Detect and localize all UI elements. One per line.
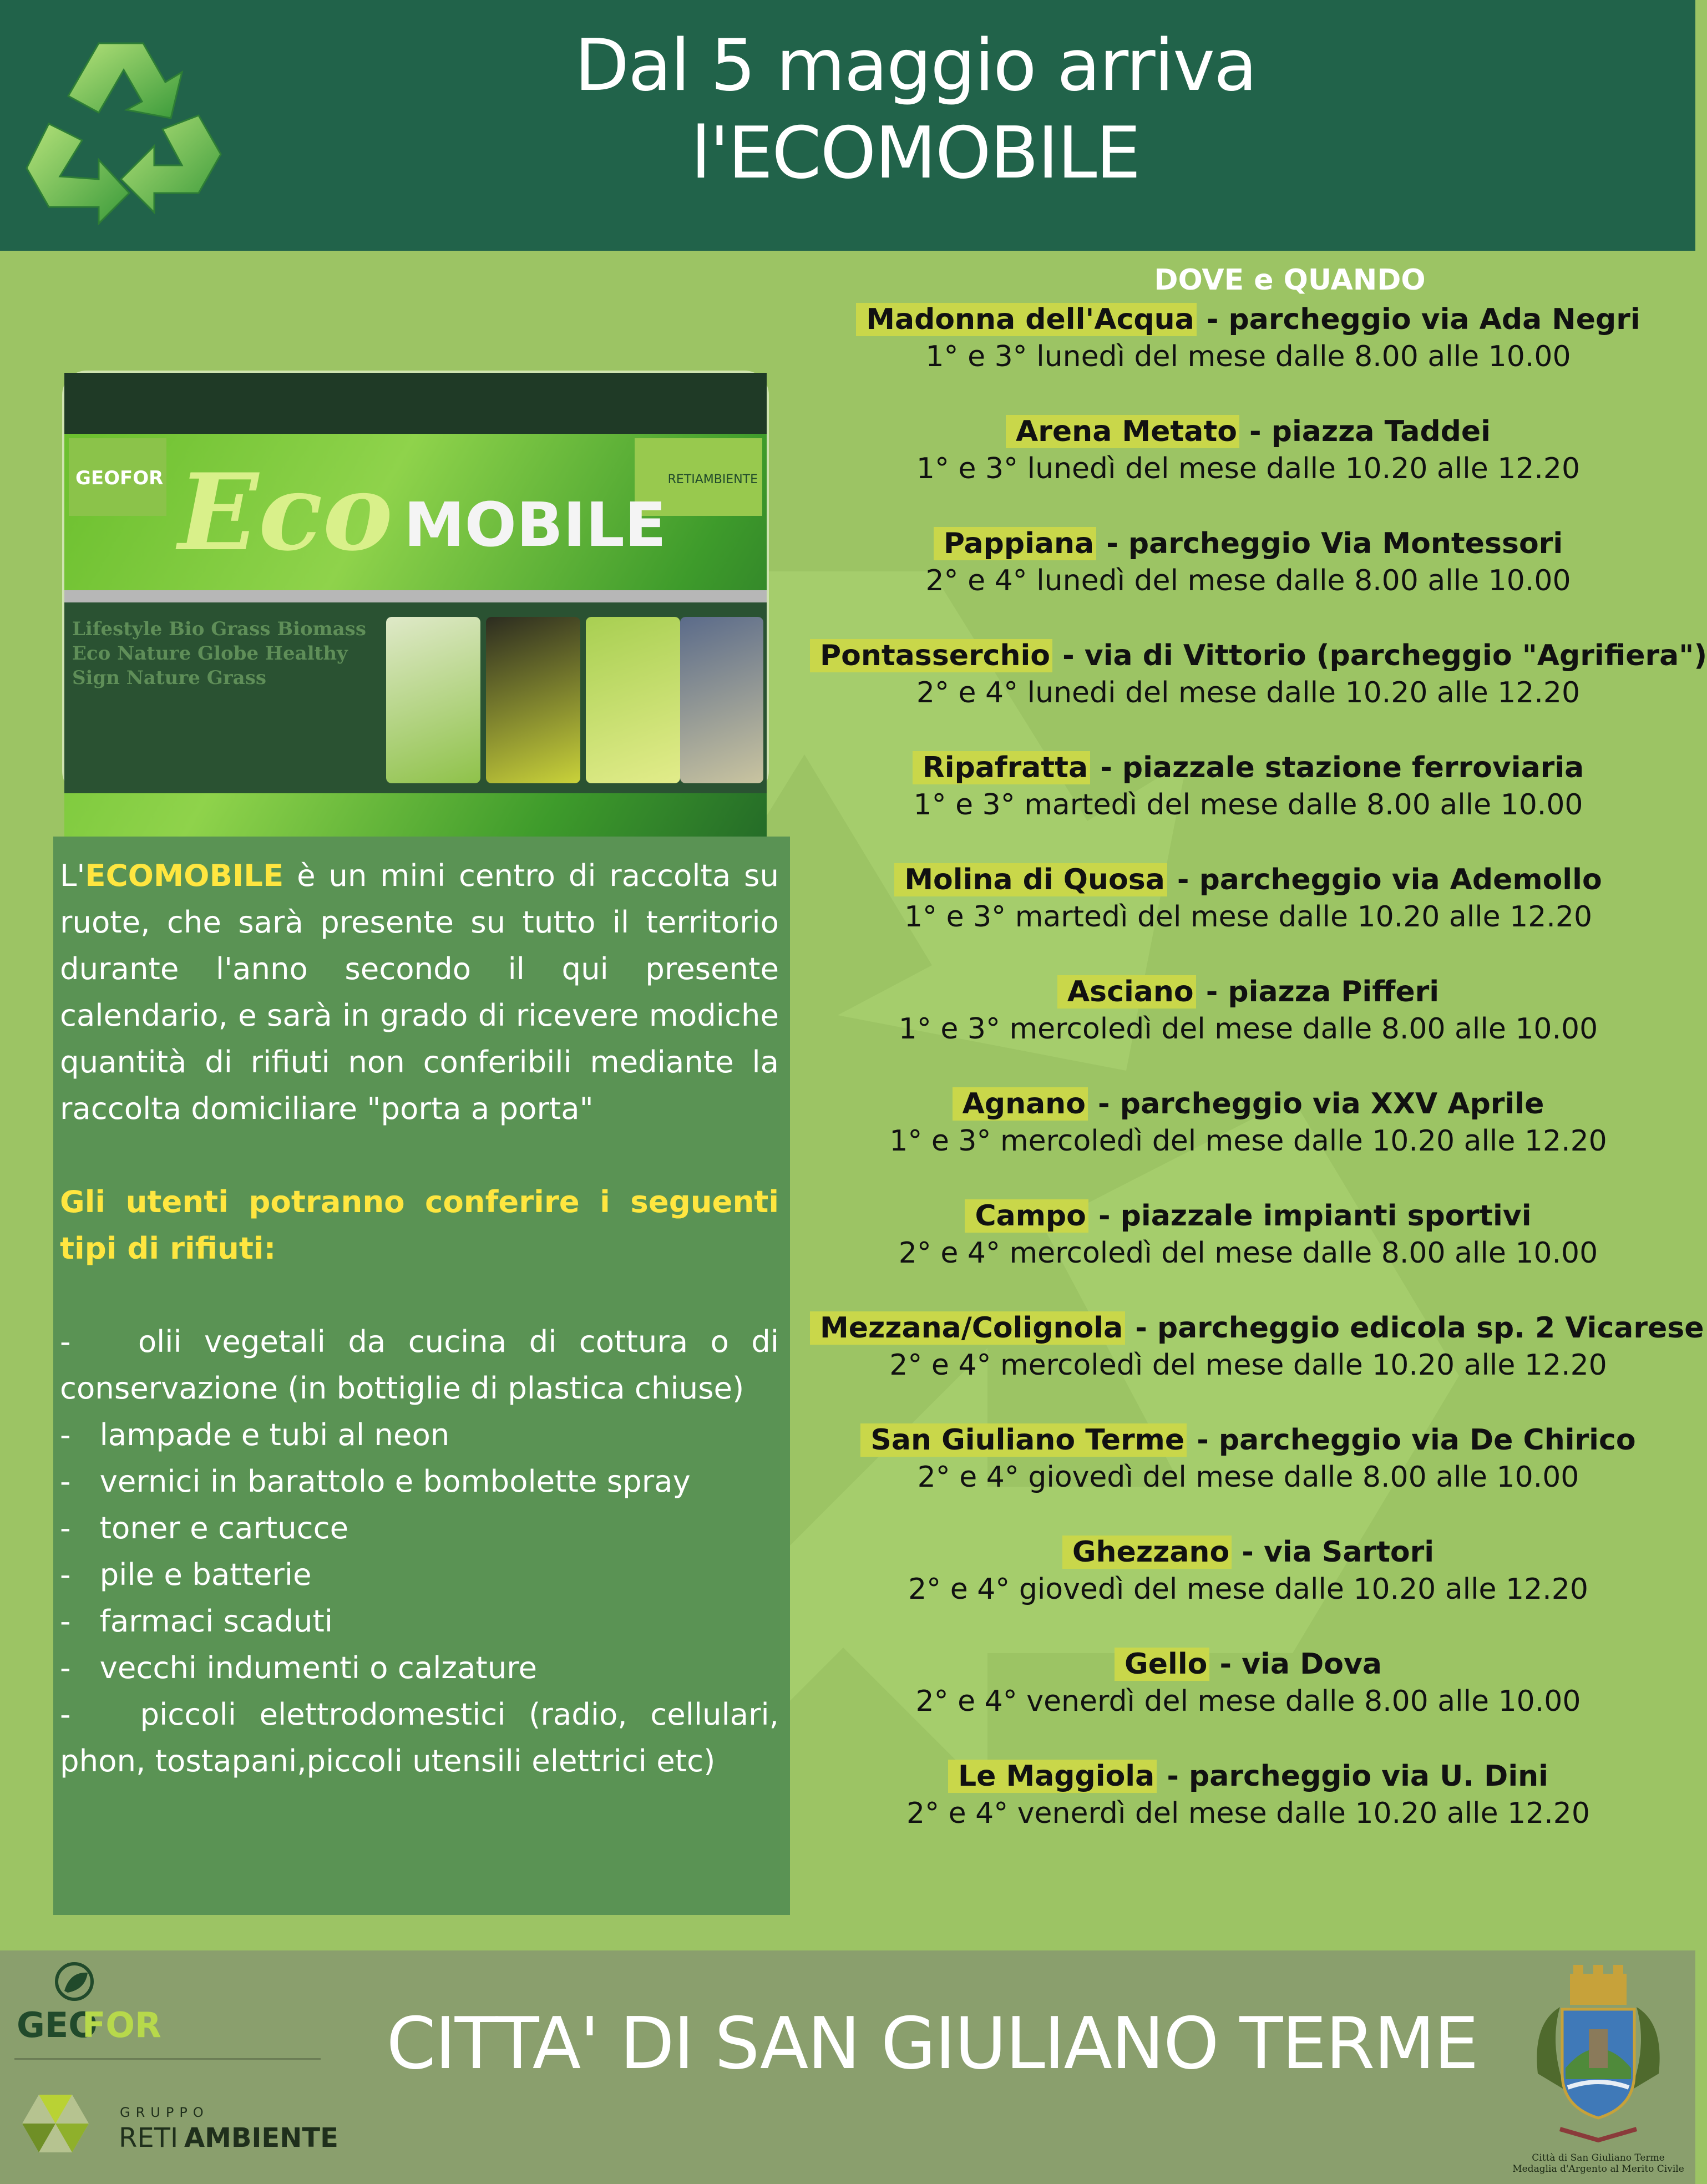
schedule-time: 2° e 4° mercoledì del mese dalle 8.00 alle 10.00 [898,1237,1598,1270]
schedule-location: - via Dova [1209,1648,1382,1681]
schedule-location: - piazzale stazione ferroviaria [1090,751,1584,784]
schedule-time: 2° e 4° giovedì del mese dalle 10.20 alle 12.20 [908,1573,1588,1606]
schedule-place: Asciano [1057,975,1196,1009]
schedule-entry [810,1309,1704,1384]
schedule-place-line [810,973,1686,1011]
leaf-icon [64,1973,88,1993]
schedule-entry [810,413,1686,487]
schedule [810,260,1707,1869]
city-title: CITTA' DI SAN GIULIANO TERME [386,2003,1478,2085]
schedule-entry [810,301,1686,375]
schedule-heading: DOVE e QUANDO [1154,264,1426,297]
schedule-location: - piazzale impianti sportivi [1088,1199,1532,1233]
schedule-place-line [810,1309,1704,1347]
waste-item: - pile e batterie [60,1557,312,1592]
schedule-place: Pontasserchio [810,639,1052,672]
schedule-entry [810,861,1686,935]
schedule-entry [810,525,1686,599]
waste-item: - vernici in barattolo e bombolette spray [60,1463,691,1499]
schedule-place: Ripafratta [913,751,1090,784]
schedule-time: 1° e 3° mercoledì del mese dalle 10.20 alle 12.20 [889,1124,1607,1158]
page-title [388,22,1442,197]
schedule-time: 2° e 4° lunedi del mese dalle 10.20 alle 12.20 [916,676,1581,710]
waste-item: - lampade e tubi al neon [60,1417,450,1452]
crest-caption [1498,2152,1699,2175]
schedule-location: - parcheggio Via Montessori [1096,527,1563,560]
schedule-place-line [810,749,1686,787]
photo-geofor-label: GEOFOR [75,467,164,489]
waste-item: - olii vegetali da cucina di cottura o di conservazione (in bottiglie di plastica chiuse) [60,1324,789,1406]
schedule-location: - parcheggio via Ademollo [1167,863,1602,896]
geofor-logo [14,1960,161,2045]
schedule-location: - parcheggio edicola sp. 2 Vicarese [1125,1311,1704,1345]
schedule-place: Gello [1115,1648,1209,1681]
geofor-geo-text: GEO [17,2005,98,2045]
schedule-place: Arena Metato [1006,415,1239,448]
schedule-location: - parcheggio via De Chirico [1187,1423,1636,1457]
schedule-time: 1° e 3° martedì del mese dalle 10.20 alle 12.20 [904,900,1593,934]
title-line-1: Dal 5 maggio arriva [574,24,1257,107]
schedule-time: 2° e 4° venerdì del mese dalle 10.20 alle 12.20 [906,1797,1590,1830]
title-line-2: l'ECOMOBILE [691,112,1140,195]
footer-divider [14,2058,321,2060]
photo-retiambiente-label: RETIAMBIENTE [667,473,758,487]
schedule-time: 1° e 3° lunedì del mese dalle 8.00 alle 10.00 [925,340,1571,373]
reti-gruppo-text: GRUPPO [120,2105,209,2120]
photo-eco-word: Eco [178,450,393,574]
schedule-location: - parcheggio via XXV Aprile [1087,1087,1544,1121]
schedule-place: San Giuliano Terme [860,1423,1187,1457]
waste-item: - toner e cartucce [60,1510,349,1545]
waste-item: - piccoli elettrodomestici (radio, cellulari, phon, tostapani,piccoli utensili elettrici etc) [60,1696,789,1778]
schedule-place-line [810,637,1707,675]
schedule-place-line [810,1757,1686,1795]
schedule-location: - via Sartori [1232,1536,1435,1569]
schedule-entry [810,1645,1686,1720]
schedule-time: 2° e 4° lunedì del mese dalle 8.00 alle 10.00 [925,564,1571,597]
schedule-entry [810,637,1707,711]
waste-item: - vecchi indumenti o calzature [60,1650,537,1685]
schedule-entry [810,1533,1686,1608]
hexagon-icon [22,2095,89,2152]
schedule-time: 2° e 4° giovedì del mese dalle 8.00 alle 10.00 [917,1461,1579,1494]
waste-list [60,1318,789,1784]
schedule-place-line [810,1085,1686,1123]
intro-text: è un mini centro di raccolta su ruote, che sarà presente su tutto il territorio durante l'anno secondo il qui presente calendario, e sarà in grado di ricevere modiche quantità di rifiuti non conferibili mediante la raccolta domiciliare "porta a porta" [60,858,779,1126]
reti-name-b-text: AMBIENTE [184,2122,338,2153]
photo-mobile-word: MOBILE [404,489,666,560]
recycle-icon [16,21,249,237]
schedule-location: - parcheggio via U. Dini [1157,1760,1549,1793]
schedule-location: - via di Vittorio (parcheggio "Agrifiera") [1052,639,1707,672]
schedule-place-line [810,301,1686,338]
schedule-place-line [810,1421,1686,1459]
schedule-place-line [810,1197,1686,1235]
info-box [53,837,790,1915]
waste-item: - farmaci scaduti [60,1603,333,1639]
schedule-place-line [810,1645,1686,1683]
geofor-for-text: FOR [82,2005,161,2045]
schedule-place: Le Maggiola [948,1760,1157,1793]
schedule-place: Madonna dell'Acqua [856,303,1196,336]
schedule-entry [810,1197,1686,1271]
intro-paragraph [60,852,779,1132]
crest-caption-line1: Città di San Giuliano Terme [1532,2152,1665,2163]
schedule-place: Agnano [953,1087,1088,1121]
schedule-location: - piazza Pifferi [1196,975,1440,1009]
crest-caption-line2: Medaglia d'Argento al Merito Civile [1512,2163,1684,2175]
schedule-entry [810,1757,1686,1832]
schedule-place: Campo [965,1199,1088,1233]
schedule-entry [810,749,1686,823]
schedule-time: 1° e 3° mercoledì del mese dalle 8.00 alle 10.00 [898,1012,1598,1046]
schedule-location: - parcheggio via Ada Negri [1196,303,1640,336]
waste-heading: Gli utenti potranno conferire i seguenti tipi di rifiuti: [60,1184,779,1266]
schedule-place: Mezzana/Colignola [810,1311,1125,1345]
schedule-time: 1° e 3° martedì del mese dalle 8.00 alle 10.00 [913,788,1583,822]
schedule-time: 2° e 4° venerdì del mese dalle 8.00 alle 10.00 [915,1685,1581,1718]
schedule-time: 1° e 3° lunedì del mese dalle 10.20 alle 12.20 [916,452,1581,485]
schedule-place: Ghezzano [1062,1536,1232,1569]
city-crest-icon [1527,1963,1670,2146]
schedule-list [810,301,1707,1832]
schedule-place-line [810,1533,1686,1571]
ecomobile-photo [64,373,767,793]
schedule-entry [810,1085,1686,1159]
photo-word-cloud: Lifestyle Bio Grass Biomass Eco Nature Globe Healthy Sign Nature Grass [72,618,366,689]
schedule-place-line [810,861,1686,899]
schedule-place: Molina di Quosa [894,863,1167,896]
schedule-location: - piazza Taddei [1239,415,1491,448]
schedule-place-line [810,413,1686,450]
intro-prefix: L' [60,858,85,893]
schedule-place-line [810,525,1686,563]
schedule-entry [810,1421,1686,1496]
reti-name-a-text: RETI [119,2122,179,2153]
intro-ecomobile-highlight: ECOMOBILE [85,858,284,893]
schedule-place: Pappiana [934,527,1096,560]
schedule-entry [810,973,1686,1047]
schedule-time: 2° e 4° mercoledì del mese dalle 10.20 alle 12.20 [889,1349,1607,1382]
retiambiente-logo [17,2079,338,2168]
